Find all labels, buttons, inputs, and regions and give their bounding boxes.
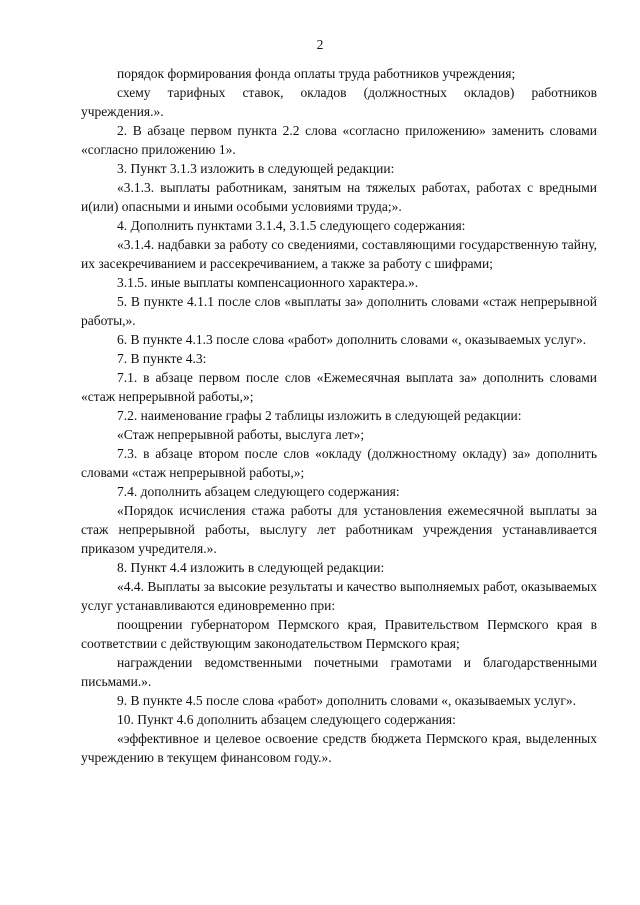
paragraph: «3.1.3. выплаты работникам, занятым на тяжелых работах, работах с вредными и(или) опасными и иными особыми условиями труда;». [81,180,597,214]
paragraph: «4.4. Выплаты за высокие результаты и качество выполняемых работ, оказываемых услуг устанавливаются единовременно при: [81,579,597,613]
paragraph: «3.1.4. надбавки за работу со сведениями, составляющими государственную тайну, их засекречиванием и рассекречиванием, а также за работу с шифрами; [81,237,597,271]
paragraph: 7.3. в абзаце втором после слов «окладу (должностному окладу) за» дополнить словами «стаж непрерывной работы,»; [81,446,597,480]
paragraph: 5. В пункте 4.1.1 после слов «выплаты за» дополнить словами «стаж непрерывной работы,». [81,294,597,328]
paragraph: 7.4. дополнить абзацем следующего содержания: [117,484,400,499]
paragraph: 3. Пункт 3.1.3 изложить в следующей редакции: [117,161,395,176]
page-number: 2 [316,37,324,52]
paragraph: «Порядок исчисления стажа работы для установления ежемесячной выплаты за стаж непрерывной работы, выслугу лет работникам учреждения устанавливается приказом учредителя.». [81,503,597,556]
paragraph: поощрении губернатором Пермского края, Правительством Пермского края в соответствии с действующим законодательством Пермского края; [81,617,597,651]
document-body [81,64,597,767]
paragraph: 9. В пункте 4.5 после слова «работ» дополнить словами «, оказываемых услуг». [117,693,577,708]
paragraph: «Стаж непрерывной работы, выслуга лет»; [117,427,365,442]
paragraph: 7.2. наименование графы 2 таблицы изложить в следующей редакции: [117,408,522,423]
paragraph: схему тарифных ставок, окладов (должностных окладов) работников учреждения.». [81,85,597,119]
paragraph: 10. Пункт 4.6 дополнить абзацем следующего содержания: [117,712,456,727]
paragraph: 2. В абзаце первом пункта 2.2 слова «согласно приложению» заменить словами «согласно приложению 1». [81,123,597,157]
paragraph: награждении ведомственными почетными грамотами и благодарственными письмами.». [81,655,597,689]
paragraph: порядок формирования фонда оплаты труда работников учреждения; [117,66,516,81]
paragraph: 6. В пункте 4.1.3 после слова «работ» дополнить словами «, оказываемых услуг». [117,332,587,347]
paragraph: 7.1. в абзаце первом после слов «Ежемесячная выплата за» дополнить словами «стаж непрерывной работы,»; [81,370,597,404]
paragraph: 8. Пункт 4.4 изложить в следующей редакции: [117,560,385,575]
paragraph: 4. Дополнить пунктами 3.1.4, 3.1.5 следующего содержания: [117,218,466,233]
paragraph: «эффективное и целевое освоение средств бюджета Пермского края, выделенных учреждению в текущем финансовом году.». [81,731,597,765]
paragraph: 3.1.5. иные выплаты компенсационного характера.». [117,275,419,290]
paragraph: 7. В пункте 4.3: [117,351,207,366]
